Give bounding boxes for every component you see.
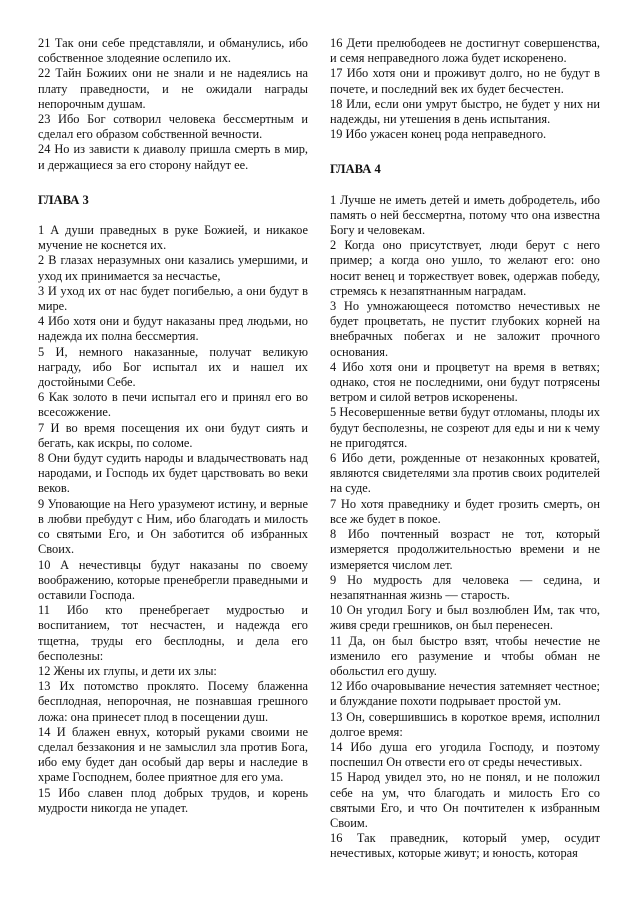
verse-list-chapter	[38, 223, 308, 816]
verse-list-chapter	[330, 193, 600, 862]
verse: 24 Но из зависти к диаволу пришла смерть в мир, и держащиеся за его сторону найдут ее.	[38, 142, 308, 172]
verse: 11 Да, он был быстро взят, чтобы нечестие не изменило его разумение и чтобы обман не обольстил его душу.	[330, 633, 600, 678]
verse: 5 И, немного наказанные, получат великую награду, ибо Бог испытал их и нашел их достойными Себе.	[38, 344, 308, 390]
verse: 13 Их потомство проклято. Посему блаженна бесплодная, непорочная, не познавшая грешного ложа: она принесет плод в посещении душ.	[38, 679, 308, 724]
verse: 12 Жены их глупы, и дети их злы:	[38, 663, 217, 678]
verse: 10 Он угодил Богу и был возлюблен Им, так что, живя среди грешников, он был перенесен.	[330, 603, 600, 633]
verse: 8 Они будут судить народы и владычествовать над народами, и Господь их будет царствовать во веки веков.	[38, 451, 308, 496]
verse: 15 Народ увидел это, но не понял, и не положил себе на ум, что благодать и милость Его со святыми Его, и что Он почтителен к избранным Своим.	[330, 770, 600, 830]
verse: 6 Ибо дети, рожденные от незаконных кроватей, являются свидетелями зла против своих родителей на суде.	[330, 451, 600, 496]
verse: 16 Так праведник, который умер, осудит нечестивых, которые живут; и юность, которая	[330, 831, 600, 861]
verse: 4 Ибо хотя они и будут наказаны пред людьми, но надежда их полна бессмертия.	[38, 314, 308, 344]
verse: 7 Но хотя праведнику и будет грозить смерть, он все же будет в покое.	[330, 496, 600, 526]
verse: 15 Ибо славен плод добрых трудов, и корень мудрости никогда не упадет.	[38, 785, 308, 815]
verse: 7 И во время посещения их они будут сиять и бегать, как искры, по соломе.	[38, 420, 308, 450]
verse: 17 Ибо хотя они и проживут долго, но не будут в почете, и последний век их будет бесчестен.	[330, 66, 600, 96]
verse: 3 Но умножающееся потомство нечестивых не будет процветать, не пустит глубоких корней на внебрачных побегах и не заложит прочного основания.	[330, 299, 600, 359]
verse: 9 Но мудрость для человека — седина, и незапятнанная жизнь — старость.	[330, 572, 600, 602]
verse: 11 Ибо кто пренебрегает мудростью и воспитанием, тот несчастен, и надежда его тщетна, труды его бесплодны, и дела его бесполезны:	[38, 603, 308, 663]
verse: 4 Ибо хотя они и процветут на время в ветвях; однако, стоя не последними, они будут потрясены ветром и силой ветров искоренены.	[330, 359, 600, 405]
verse: 3 И уход их от нас будет погибелью, а они будут в мире.	[38, 283, 308, 314]
left-column	[38, 36, 308, 816]
verse: 6 Как золото в печи испытал его и принял его во всесожжение.	[38, 390, 308, 420]
verse: 8 Ибо почтенный возраст не тот, который измеряется продолжительностью времени и не измеряется числом лет.	[330, 527, 600, 572]
verse: 16 Дети прелюбодеев не достигнут совершенства, и семя неправедного ложа будет искоренено.	[330, 36, 600, 66]
verse: 23 Ибо Бог сотворил человека бессмертным и сделал его образом собственной вечности.	[38, 112, 308, 142]
verse: 2 В глазах неразумных они казались умершими, и уход их принимается за несчастье,	[38, 253, 308, 283]
verse: 1 А души праведных в руке Божией, и никакое мучение не коснется их.	[38, 223, 308, 253]
chapter-heading: ГЛАВА 3	[38, 192, 89, 207]
verse: 19 Ибо ужасен конец рода неправедного.	[330, 127, 547, 142]
verse: 18 Или, если они умрут быстро, не будет у них ни надежды, ни утешения в день испытания.	[330, 96, 600, 127]
right-column	[330, 36, 600, 862]
verse-list-top	[38, 36, 308, 173]
verse: 14 Ибо душа его угодила Господу, и поэтому поспешил Он отвести его от среды нечестивых.	[330, 739, 600, 770]
verse-list-top	[330, 36, 600, 142]
verse: 5 Несовершенные ветви будут отломаны, плоды их будут бесполезны, не созреют для еды и ни к чему не пригодятся.	[330, 405, 600, 450]
chapter-heading: ГЛАВА 4	[330, 162, 381, 177]
verse: 22 Тайн Божиих они не знали и не надеялись на плату праведности, и не ожидали награды непорочным душам.	[38, 66, 308, 111]
verse: 13 Он, совершившись в короткое время, исполнил долгое время:	[330, 709, 600, 739]
verse: 21 Так они себе представляли, и обманулись, ибо собственное злодеяние ослепило их.	[38, 36, 308, 66]
verse: 12 Ибо очаровывание нечестия затемняет честное; и блуждание похоти подрывает простой ум.	[330, 679, 600, 709]
verse: 1 Лучше не иметь детей и иметь добродетель, ибо память о ней бессмертна, потому что она известна Богу и человекам.	[330, 192, 600, 238]
verse: 2 Когда оно присутствует, люди берут с него пример; а когда оно ушло, то желают его: оно носит венец и торжествует вовек, одержав победу, стремясь к незапятнанным наградам.	[330, 238, 600, 298]
verse: 10 А нечестивцы будут наказаны по своему воображению, которые пренебрегли праведными и оставили Господа.	[38, 557, 308, 602]
verse: 14 И блажен евнух, который руками своими не сделал беззакония и не замыслил зла против Бога, ибо ему будет дан особый дар веры и наследие в храме Господнем, более приятное для его ума.	[38, 724, 308, 785]
verse: 9 Уповающие на Него уразумеют истину, и верные в любви пребудут с Ним, ибо благодать и милость со святыми Его, и Он заботится об избранных Своих.	[38, 496, 308, 557]
